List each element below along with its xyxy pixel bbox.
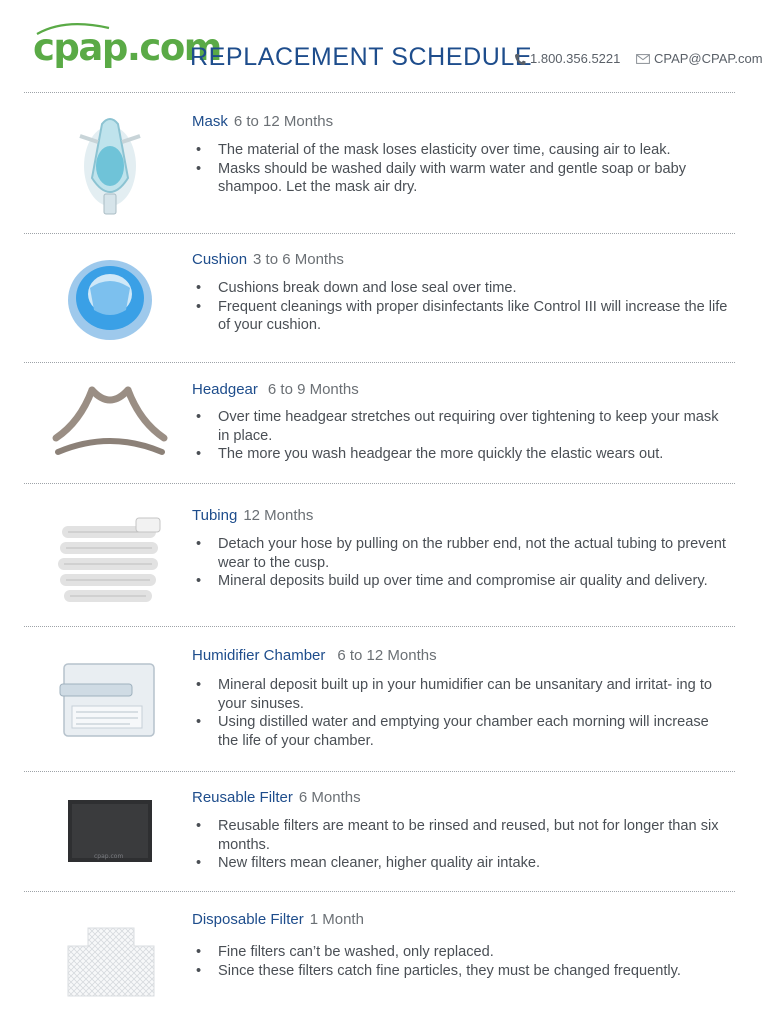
- bullet-list: [192, 279, 732, 335]
- item-name: Headgear: [192, 381, 258, 398]
- tubing-section: [0, 494, 780, 624]
- section-divider: [24, 233, 735, 234]
- envelope-icon: [636, 54, 650, 64]
- logo-text: cpap.com: [33, 26, 221, 69]
- bullet-list: [192, 817, 732, 873]
- item-name: Humidifier Chamber: [192, 647, 326, 664]
- list-item: • Frequent cleanings with proper disinfectants like Control III will increase the life of your cushion.: [192, 298, 732, 335]
- item-duration: 1 Month: [309, 911, 364, 928]
- phone-number: 1.800.356.5221: [530, 51, 621, 66]
- item-name: Disposable Filter: [192, 911, 304, 928]
- disposable-filter-image: [50, 916, 170, 1006]
- item-heading: [192, 646, 437, 666]
- reusable-filter-section: [0, 778, 780, 888]
- tubing-image: [50, 510, 170, 606]
- section-divider: [24, 362, 735, 363]
- item-heading: [192, 250, 344, 270]
- svg-text:cpap.com: cpap.com: [94, 853, 124, 860]
- list-item: • Fine filters can’t be washed, only replaced.: [192, 943, 732, 962]
- email-address: CPAP@CPAP.com: [654, 51, 763, 66]
- bullet-list: [192, 141, 732, 197]
- list-item: • Cushions break down and lose seal over time.: [192, 279, 732, 298]
- humidifier-chamber-image: [50, 650, 170, 750]
- section-divider: [24, 771, 735, 772]
- item-heading: [192, 112, 333, 132]
- logo-swoosh-icon: [35, 22, 111, 36]
- phone-icon: [514, 53, 526, 66]
- mask-section: [0, 100, 780, 230]
- item-name: Cushion: [192, 251, 248, 268]
- item-duration: 6 to 12 Months: [337, 647, 437, 664]
- headgear-section: [0, 368, 780, 478]
- bullet-list: [192, 676, 732, 750]
- phone-contact[interactable]: [514, 51, 620, 67]
- list-item: • The more you wash headgear the more quickly the elastic wears out.: [192, 445, 732, 464]
- item-heading: [192, 380, 359, 400]
- humidifier-chamber-section: [0, 632, 780, 768]
- item-heading: [192, 788, 361, 808]
- page-title: REPLACEMENT SCHEDULE: [190, 43, 533, 71]
- item-duration: 3 to 6 Months: [253, 251, 344, 268]
- disposable-filter-section: [0, 900, 780, 1020]
- item-duration: 6 Months: [298, 789, 361, 806]
- bullet-list: [192, 408, 732, 464]
- item-name: Reusable Filter: [192, 789, 293, 806]
- section-divider: [24, 891, 735, 892]
- item-heading: [192, 506, 313, 526]
- list-item: • Mineral deposit built up in your humidifier can be unsanitary and irritat- ing to your sinuses.: [192, 676, 732, 713]
- mask-cushion-image: [50, 248, 170, 348]
- item-name: Tubing: [192, 507, 238, 524]
- cushion-section: [0, 238, 780, 358]
- cpap-mask-image: [50, 108, 170, 218]
- email-contact[interactable]: [636, 51, 763, 67]
- bullet-list: [192, 943, 732, 980]
- header: [0, 0, 780, 92]
- list-item: • Reusable filters are meant to be rinsed and reused, but not for longer than six months.: [192, 817, 732, 854]
- item-duration: 12 Months: [243, 507, 314, 524]
- item-duration: 6 to 9 Months: [267, 381, 359, 398]
- bullet-list: [192, 535, 732, 591]
- list-item: • Using distilled water and emptying your chamber each morning will increase the life of your chamber.: [192, 713, 732, 750]
- list-item: • Mineral deposits build up over time and compromise air quality and delivery.: [192, 572, 732, 591]
- list-item: • New filters mean cleaner, higher quality air intake.: [192, 854, 732, 873]
- section-divider: [24, 483, 735, 484]
- list-item: • Over time headgear stretches out requiring over tightening to keep your mask in place.: [192, 408, 732, 445]
- item-duration: 6 to 12 Months: [233, 113, 334, 130]
- reusable-filter-image: [50, 796, 170, 866]
- item-heading: [192, 910, 364, 930]
- item-name: Mask: [192, 113, 228, 130]
- list-item: • The material of the mask loses elasticity over time, causing air to leak.: [192, 141, 732, 160]
- list-item: • Masks should be washed daily with warm water and gentle soap or baby shampoo. Let the mask air dry.: [192, 160, 732, 197]
- list-item: • Detach your hose by pulling on the rubber end, not the actual tubing to prevent wear to the cusp.: [192, 535, 732, 572]
- section-divider: [24, 626, 735, 627]
- headgear-image: [50, 382, 170, 462]
- list-item: • Since these filters catch fine particles, they must be changed frequently.: [192, 962, 732, 981]
- section-divider: [24, 92, 735, 93]
